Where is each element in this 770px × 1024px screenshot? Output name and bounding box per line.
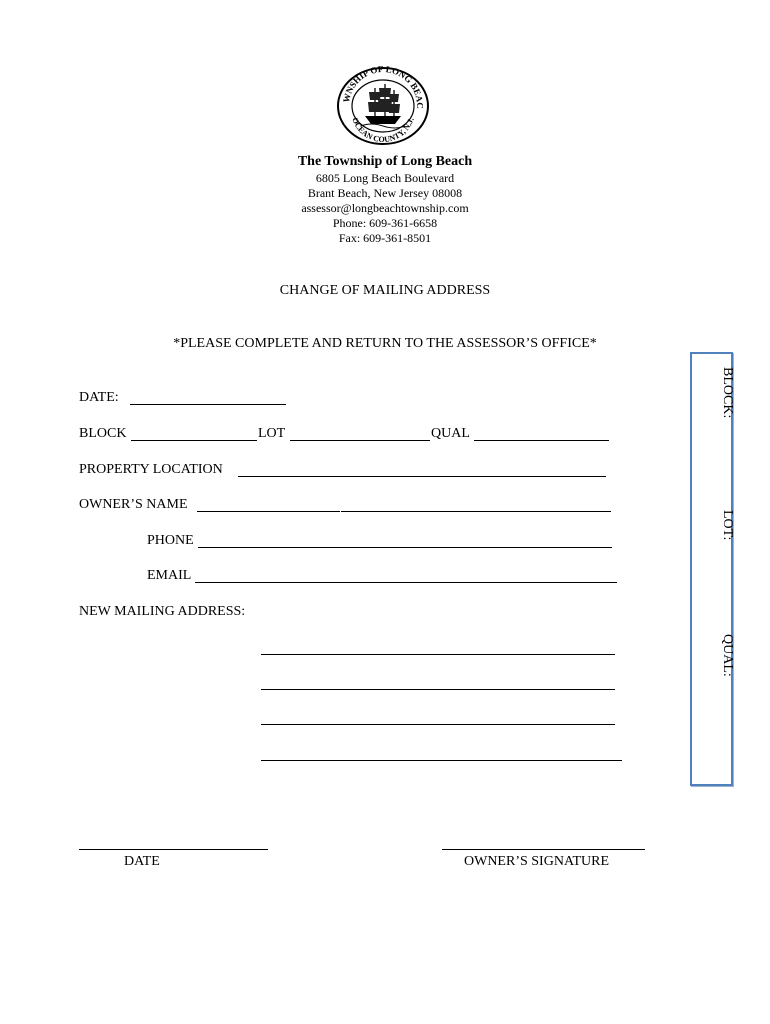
mailing-address-line-4[interactable]: [261, 746, 622, 761]
block-field[interactable]: [131, 426, 257, 441]
owners-name-field-2[interactable]: [341, 497, 611, 512]
svg-text:OCEAN COUNTY, N.J.: OCEAN COUNTY, N.J.: [350, 116, 416, 145]
block-label: BLOCK: [79, 426, 127, 441]
property-location-label: PROPERTY LOCATION: [79, 462, 223, 477]
side-block-label: BLOCK:: [720, 367, 735, 419]
owner-signature-label: OWNER’S SIGNATURE: [464, 854, 610, 869]
qual-label: QUAL: [431, 426, 470, 441]
side-qual-label: QUAL:: [720, 633, 735, 677]
signature-date-field[interactable]: [79, 835, 268, 850]
qual-field[interactable]: [474, 426, 609, 441]
mailing-address-line-2[interactable]: [261, 675, 615, 690]
signature-date-label: DATE: [124, 854, 160, 869]
township-name: The Township of Long Beach: [297, 154, 473, 169]
address-line-2: Brant Beach, New Jersey 08008: [307, 186, 463, 200]
phone-label: PHONE: [147, 533, 194, 548]
form-instruction: *PLEASE COMPLETE AND RETURN TO THE ASSESSOR’S OFFICE*: [173, 336, 597, 351]
form-title: CHANGE OF MAILING ADDRESS: [279, 283, 491, 298]
email-field[interactable]: [195, 568, 617, 583]
lot-field[interactable]: [290, 426, 430, 441]
phone-number: Phone: 609-361-6658: [332, 216, 438, 230]
assessor-email: assessor@longbeachtownship.com: [301, 201, 469, 215]
mailing-address-line-3[interactable]: [261, 710, 615, 725]
office-use-box: [690, 352, 733, 786]
phone-field[interactable]: [198, 533, 612, 548]
owners-name-label: OWNER’S NAME: [79, 497, 188, 512]
property-location-field[interactable]: [238, 462, 606, 477]
owners-name-field-1[interactable]: [197, 497, 340, 512]
owner-signature-field[interactable]: [442, 835, 645, 850]
date-field[interactable]: [130, 390, 286, 405]
new-mailing-address-label: NEW MAILING ADDRESS:: [79, 604, 246, 619]
township-seal: [335, 66, 431, 146]
date-label: DATE:: [79, 390, 119, 405]
svg-text:TOWNSHIP OF LONG BEACH: WNSHIP OF LONG BEAC: [341, 66, 426, 109]
lot-label: LOT: [258, 426, 286, 441]
side-lot-label: LOT:: [720, 509, 735, 541]
email-label: EMAIL: [147, 568, 192, 583]
ship-seal-icon: [335, 66, 431, 146]
address-line-1: 6805 Long Beach Boulevard: [315, 171, 455, 185]
mailing-address-line-1[interactable]: [261, 640, 615, 655]
fax-number: Fax: 609-361-8501: [338, 231, 432, 245]
